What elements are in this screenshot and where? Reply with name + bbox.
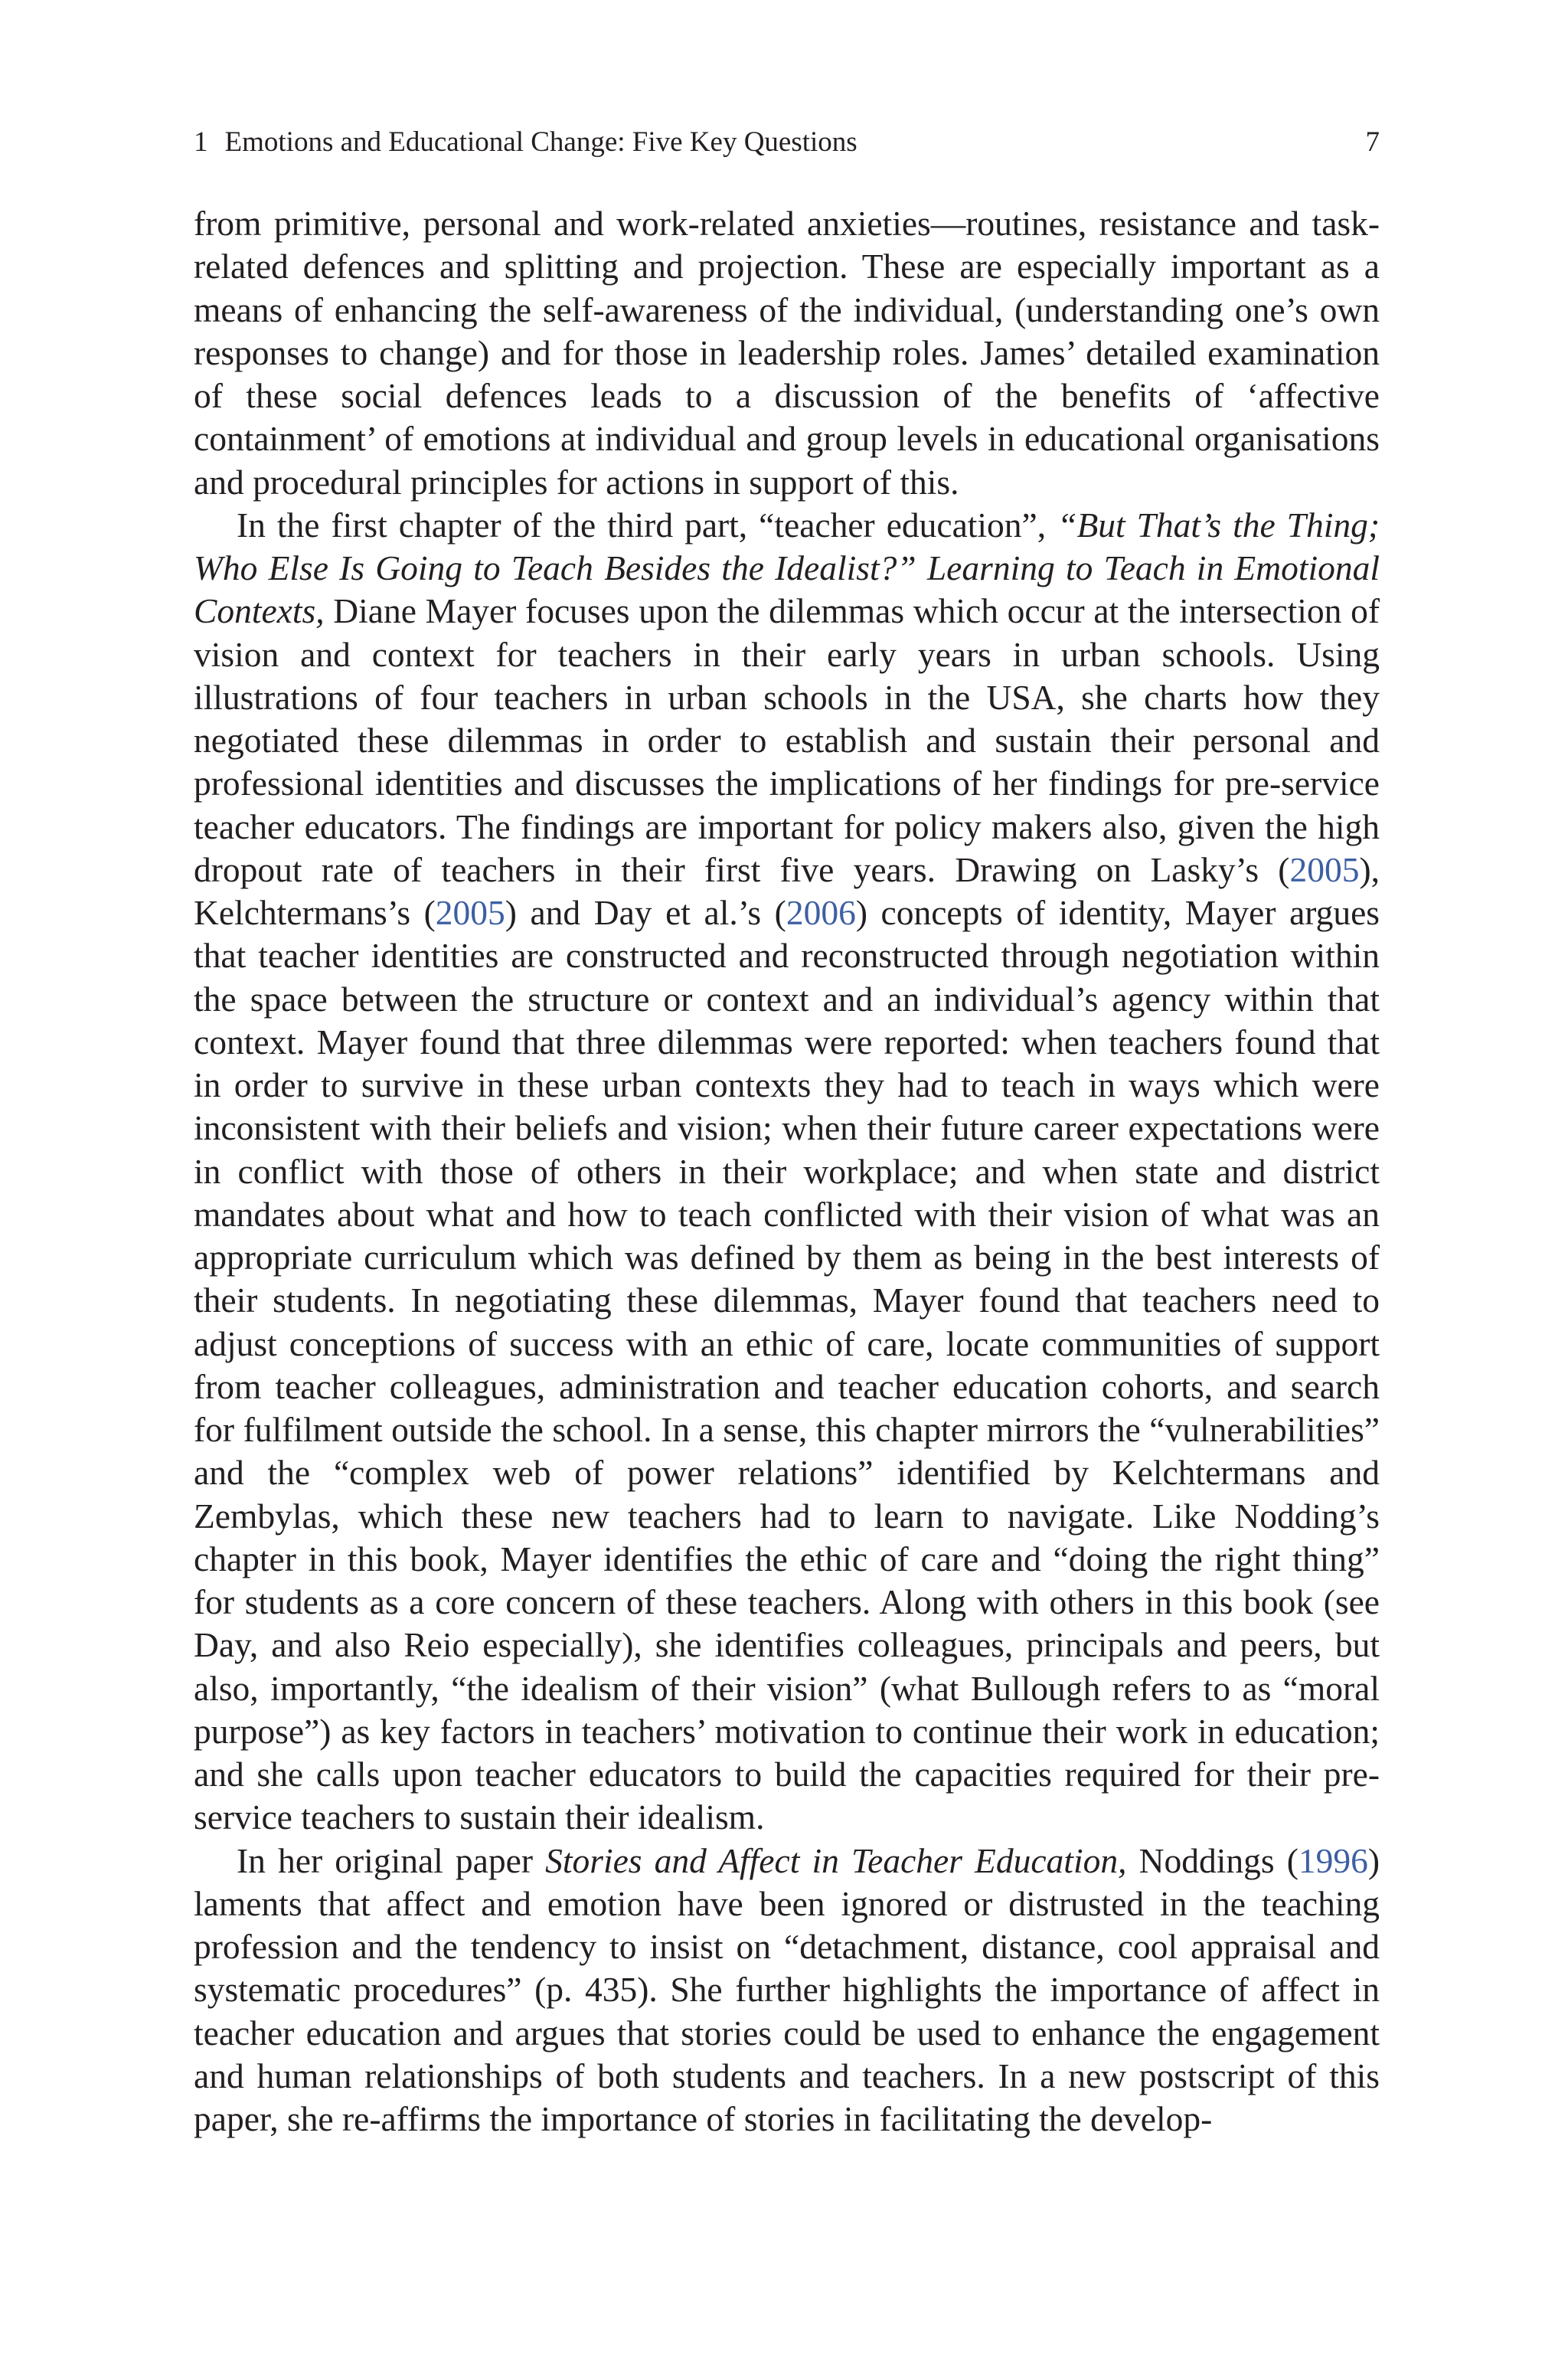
body-text bbox=[194, 202, 1380, 2141]
text-run: from primitive, personal and work-related anxieties—routines, resistance and task-related defences and splitting and projection. These are especially important as a means of enhancing the self-awareness of the individual, (understanding one’s own responses to change) and for those in leadership roles. James’ detailed examination of these social defences leads to a discussion of the benefits of ‘affective containment’ of emotions at individual and group levels in educational organisations and procedural principles for actions in support of this. bbox=[194, 204, 1380, 502]
page-number: 7 bbox=[1365, 126, 1380, 158]
text-run: ) and Day et al.’s ( bbox=[505, 893, 786, 932]
chapter-title: Emotions and Educational Change: Five Key Questions bbox=[224, 126, 858, 158]
running-header bbox=[194, 123, 1380, 162]
text-run: ), Kelchtermans’s ( bbox=[194, 849, 1380, 932]
paragraph-p2 bbox=[194, 504, 1380, 1840]
text-run: Diane Mayer focuses upon the dilemmas which occur at the intersection of vision and context for teachers in their early years in urban schools. Using illustrations of four teachers in urban schools in the USA, she charts how they negotiated these dilemmas in order to establish and sustain their personal and professional identities and discusses the implications of her findings for pre-service teacher educators. The findings are important for policy makers also, given the high dropout rate of teachers in their first five years. Drawing on Lasky’s ( bbox=[194, 591, 1380, 889]
italic-title: “But That’s the Thing; Who Else Is Going to Teach Besides the Idealist?” Learning to Teach in Emotional Contexts, bbox=[194, 505, 1380, 631]
text-run: ) laments that affect and emotion have been ignored or distrusted in the teaching profession and the tendency to insist on “detachment, distance, cool appraisal and systematic procedures” (p. 435). She further highlights the importance of affect in teacher education and argues that stories could be used to enhance the engagement and human relationships of both students and teachers. In a new postscript of this paper, she re-affirms the importance of stories in facilitating the develop- bbox=[194, 1840, 1380, 2138]
text-run: Noddings ( bbox=[1126, 1840, 1298, 1880]
chapter-heading bbox=[194, 123, 858, 162]
citation-link[interactable]: 2006 bbox=[786, 893, 856, 932]
citation-link[interactable]: 2005 bbox=[1289, 849, 1360, 889]
italic-title: Stories and Affect in Teacher Education, bbox=[545, 1840, 1127, 1880]
paragraph-p3 bbox=[194, 1840, 1380, 2141]
paragraph-p1 bbox=[194, 202, 1380, 504]
citation-link[interactable]: 2005 bbox=[435, 893, 505, 932]
citation-link[interactable]: 1996 bbox=[1298, 1840, 1368, 1880]
text-run: In the first chapter of the third part, “teacher education”, bbox=[237, 505, 1058, 545]
text-run: ) concepts of identity, Mayer argues that teacher identities are constructed and reconstructed through negotiation within the space between the structure or context and an individual’s agency within that context. Mayer found that three dilemmas were reported: when teachers found that in order to survive in these urban contexts they had to teach in ways which were inconsistent with their beliefs and vision; when their future career expectations were in conflict with those of others in their workplace; and when state and district mandates about what and how to teach conflicted with their vision of what was an appropriate curriculum which was defined by them as being in the best interests of their students. In negotiating these dilemmas, Mayer found that teachers need to adjust conceptions of success with an ethic of care, locate communities of support from teacher colleagues, administration and teacher education cohorts, and search for fulfilment outside the school. In a sense, this chapter mirrors the “vulnerabilities” and the “complex web of power relations” identified by Kelchtermans and Zembylas, which these new teachers had to learn to navigate. Like Nodding’s chapter in this book, Mayer identifies the ethic of care and “doing the right thing” for students as a core concern of these teachers. Along with others in this book (see Day, and also Reio especially), she identifies colleagues, principals and peers, but also, importantly, “the idealism of their vision” (what Bullough refers to as “moral purpose”) as key factors in teachers’ motivation to continue their work in education; and she calls upon teacher educators to build the capacities required for their pre-service teachers to sustain their idealism. bbox=[194, 893, 1380, 1837]
chapter-number: 1 bbox=[194, 126, 208, 158]
text-run: In her original paper bbox=[237, 1840, 546, 1880]
